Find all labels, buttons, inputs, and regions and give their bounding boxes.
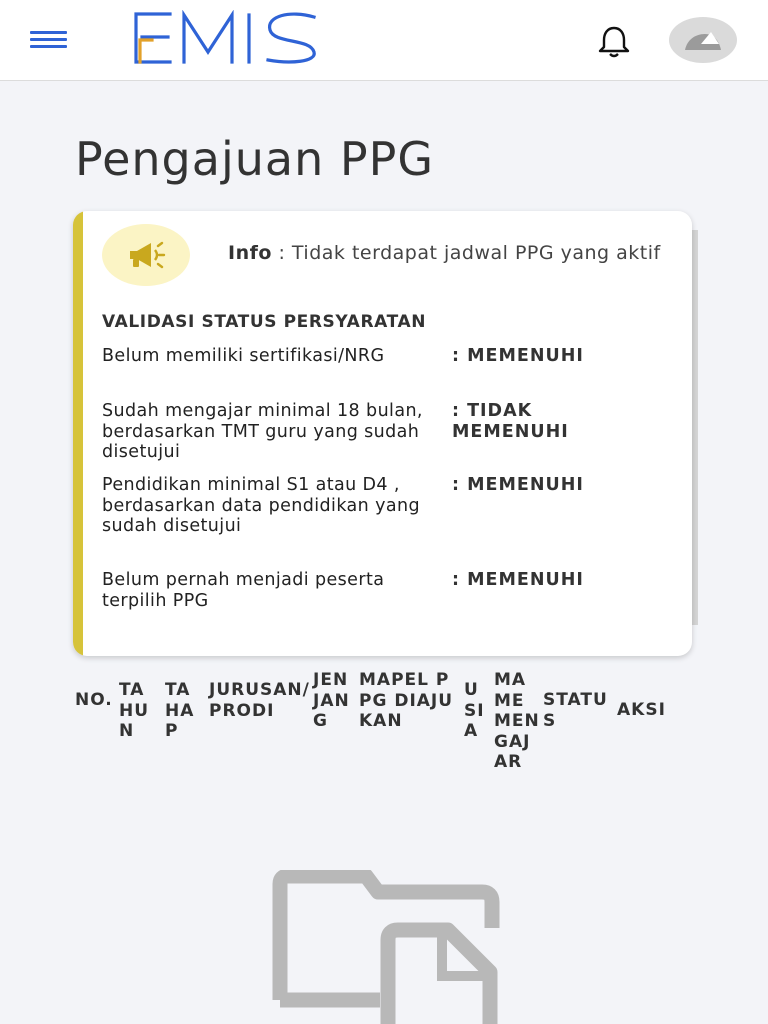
requirement-status: : MEMENUHI (452, 475, 584, 495)
column-header-masa-mengajar: MAMEMENGAJAR (494, 670, 540, 772)
info-label: Info (228, 242, 272, 264)
bell-icon[interactable] (596, 24, 632, 60)
column-header-jurusan-prodi: JURUSAN/PRODI (209, 680, 310, 721)
column-header-usia: USIA (464, 680, 485, 741)
requirement-label: Pendidikan minimal S1 atau D4 , berdasarkan data pendidikan yang sudah disetujui (102, 475, 421, 536)
requirement-status: : TIDAK MEMENUHI (452, 401, 569, 442)
requirement-status: : MEMENUHI (452, 346, 584, 366)
emis-logo[interactable] (130, 10, 322, 66)
requirement-label: Belum pernah menjadi peserta terpilih PPG (102, 570, 385, 611)
requirements-card (73, 211, 692, 656)
empty-folder-icon (272, 870, 502, 1024)
column-header-no: NO. (75, 690, 113, 710)
user-avatar-icon[interactable] (669, 17, 737, 63)
top-navbar (0, 0, 768, 81)
info-text: Tidak terdapat jadwal PPG yang aktif (291, 242, 661, 264)
page-title: Pengajuan PPG (75, 132, 434, 186)
column-header-tahun: TAHUN (119, 680, 150, 741)
column-header-mapel-ppg: MAPEL PPG DIAJUKAN (359, 670, 454, 731)
column-header-jenjang: JENJANG (313, 670, 350, 731)
hamburger-icon[interactable] (30, 31, 67, 51)
table-header (0, 670, 768, 770)
requirement-label: Sudah mengajar minimal 18 bulan, berdasarkan TMT guru yang sudah disetujui (102, 401, 423, 462)
megaphone-icon (102, 224, 190, 286)
requirement-label: Belum memiliki sertifikasi/NRG (102, 346, 385, 366)
requirement-status: : MEMENUHI (452, 570, 584, 590)
column-header-aksi: AKSI (617, 700, 666, 720)
info-message: Info : Tidak terdapat jadwal PPG yang aktif (228, 242, 661, 264)
column-header-tahap: TAHAP (165, 680, 195, 741)
column-header-status: STATUS (543, 690, 608, 731)
validation-section-title: VALIDASI STATUS PERSYARATAN (102, 312, 427, 332)
card-accent-stripe (73, 211, 83, 656)
card-scroll-edge (692, 230, 698, 625)
